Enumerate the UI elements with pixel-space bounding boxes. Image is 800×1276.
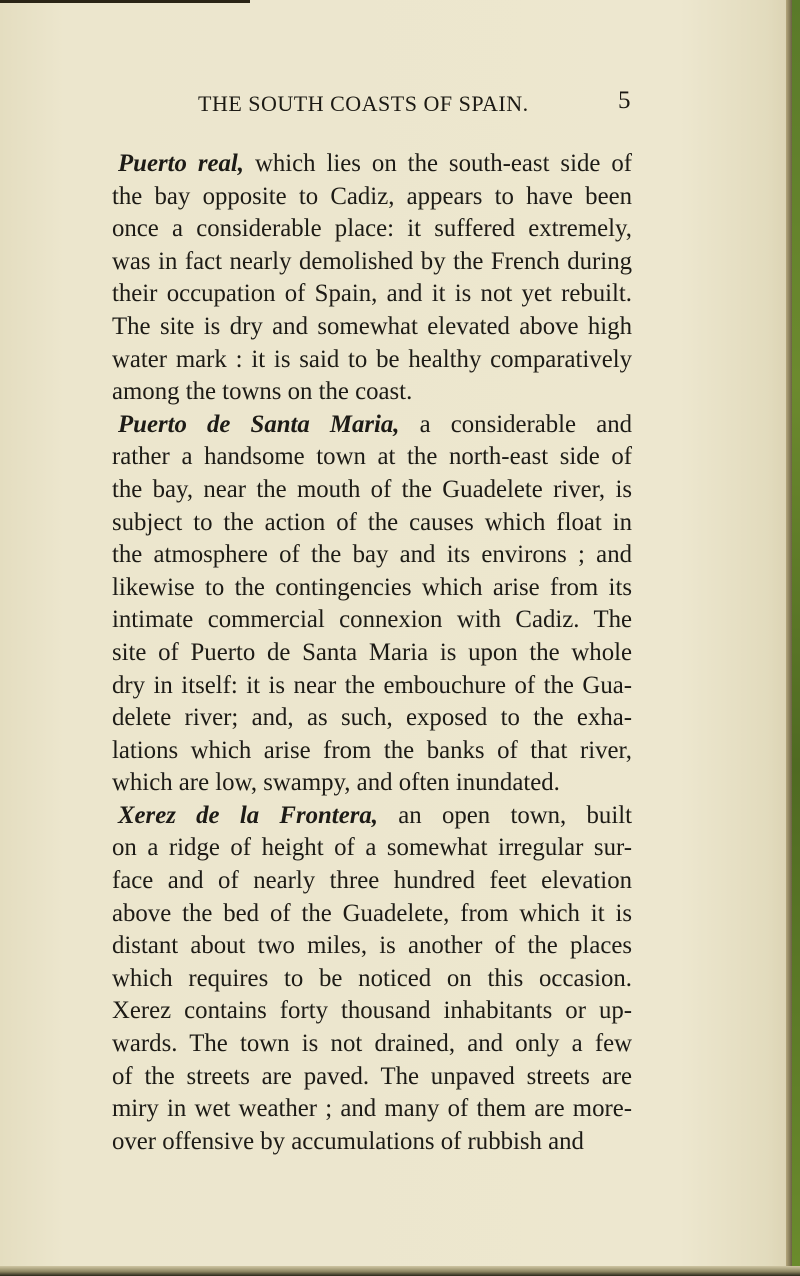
place-name: Puerto real,	[118, 150, 244, 177]
text-line	[112, 898, 632, 931]
page-bottom-edge	[0, 1266, 800, 1276]
place-name: Puerto de Santa Maria,	[118, 410, 400, 438]
text-line	[112, 1028, 632, 1061]
paragraph	[112, 800, 632, 1159]
line-text: dry in itself: it is near the embouchure of the Gua-	[112, 671, 632, 699]
running-title: THE SOUTH COASTS OF SPAIN.	[198, 91, 529, 116]
book-cover-edge	[792, 0, 800, 1276]
line-text: once a considerable place: it suffered extremely,	[112, 215, 632, 243]
body-text	[112, 148, 632, 1158]
line-text: likewise to the contingencies which arise from its	[112, 573, 632, 601]
line-text: subject to the action of the causes which float in	[112, 508, 632, 536]
text-line	[112, 735, 632, 768]
text-line	[112, 344, 632, 377]
text-line	[112, 995, 632, 1028]
text-line	[112, 604, 632, 637]
text-line	[112, 1061, 632, 1094]
text-line	[112, 767, 632, 800]
line-text: the bay opposite to Cadiz, appears to have been	[112, 182, 632, 210]
line-text: which are low, swampy, and often inundated.	[112, 769, 560, 797]
line-text: the atmosphere of the bay and its environs ; and	[112, 541, 632, 569]
line-text: delete river; and, as such, exposed to the exha-	[112, 704, 632, 732]
text-line	[112, 441, 632, 474]
text-line	[112, 572, 632, 605]
page-number: 5	[618, 87, 631, 114]
text-line	[112, 278, 632, 311]
line-text: the bay, near the mouth of the Guadelete river, is	[112, 475, 632, 503]
text-line	[112, 1126, 632, 1159]
text-line	[112, 963, 632, 996]
text-line	[112, 246, 632, 279]
text-line	[112, 832, 632, 865]
text-line	[112, 800, 632, 833]
text-line	[112, 148, 632, 181]
line-text: wards. The town is not drained, and only a few	[112, 1030, 632, 1058]
line-text: which requires to be noticed on this occasion.	[112, 964, 632, 992]
page-top-edge	[0, 0, 250, 3]
text-line	[112, 637, 632, 670]
text-line	[112, 539, 632, 572]
text-line	[112, 670, 632, 703]
line-text: water mark : it is said to be healthy comparatively	[112, 345, 632, 373]
text-line	[112, 865, 632, 898]
paragraph	[112, 409, 632, 800]
line-text: among the towns on the coast.	[112, 378, 413, 406]
line-text: was in fact nearly demolished by the French during	[112, 247, 632, 275]
line-text: on a ridge of height of a somewhat irregular sur-	[112, 834, 632, 862]
text-line	[112, 181, 632, 214]
line-text: an open town, built	[377, 801, 632, 829]
line-text: site of Puerto de Santa Maria is upon the whole	[112, 638, 632, 666]
place-name: Xerez de la Frontera,	[118, 801, 378, 829]
line-text: their occupation of Spain, and it is not yet rebuilt.	[112, 280, 632, 308]
line-text: rather a handsome town at the north-east side of	[112, 443, 632, 471]
text-line	[112, 1093, 632, 1126]
line-text: The site is dry and somewhat elevated above high	[112, 312, 632, 340]
line-text: above the bed of the Guadelete, from which it is	[112, 899, 632, 927]
text-line	[112, 213, 632, 246]
text-line	[112, 702, 632, 735]
line-text: face and of nearly three hundred feet elevation	[112, 867, 632, 895]
line-text: distant about two miles, is another of the places	[112, 932, 632, 960]
line-text: Xerez contains forty thousand inhabitants or up-	[112, 997, 632, 1025]
line-text: intimate commercial connexion with Cadiz. The	[112, 606, 632, 634]
running-header	[198, 87, 638, 125]
text-line	[112, 376, 632, 409]
text-line	[112, 930, 632, 963]
text-line	[112, 409, 632, 442]
text-line	[112, 507, 632, 540]
paragraph	[112, 148, 632, 409]
line-text: lations which arise from the banks of that river,	[112, 736, 632, 764]
line-text: miry in wet weather ; and many of them are more-	[112, 1095, 632, 1123]
line-text: of the streets are paved. The unpaved streets are	[112, 1062, 632, 1090]
line-text: which lies on the south-east side of	[244, 150, 632, 177]
line-text: over offensive by accumulations of rubbish and	[112, 1127, 584, 1155]
line-text: a considerable and	[399, 410, 632, 438]
text-line	[112, 311, 632, 344]
text-line	[112, 474, 632, 507]
